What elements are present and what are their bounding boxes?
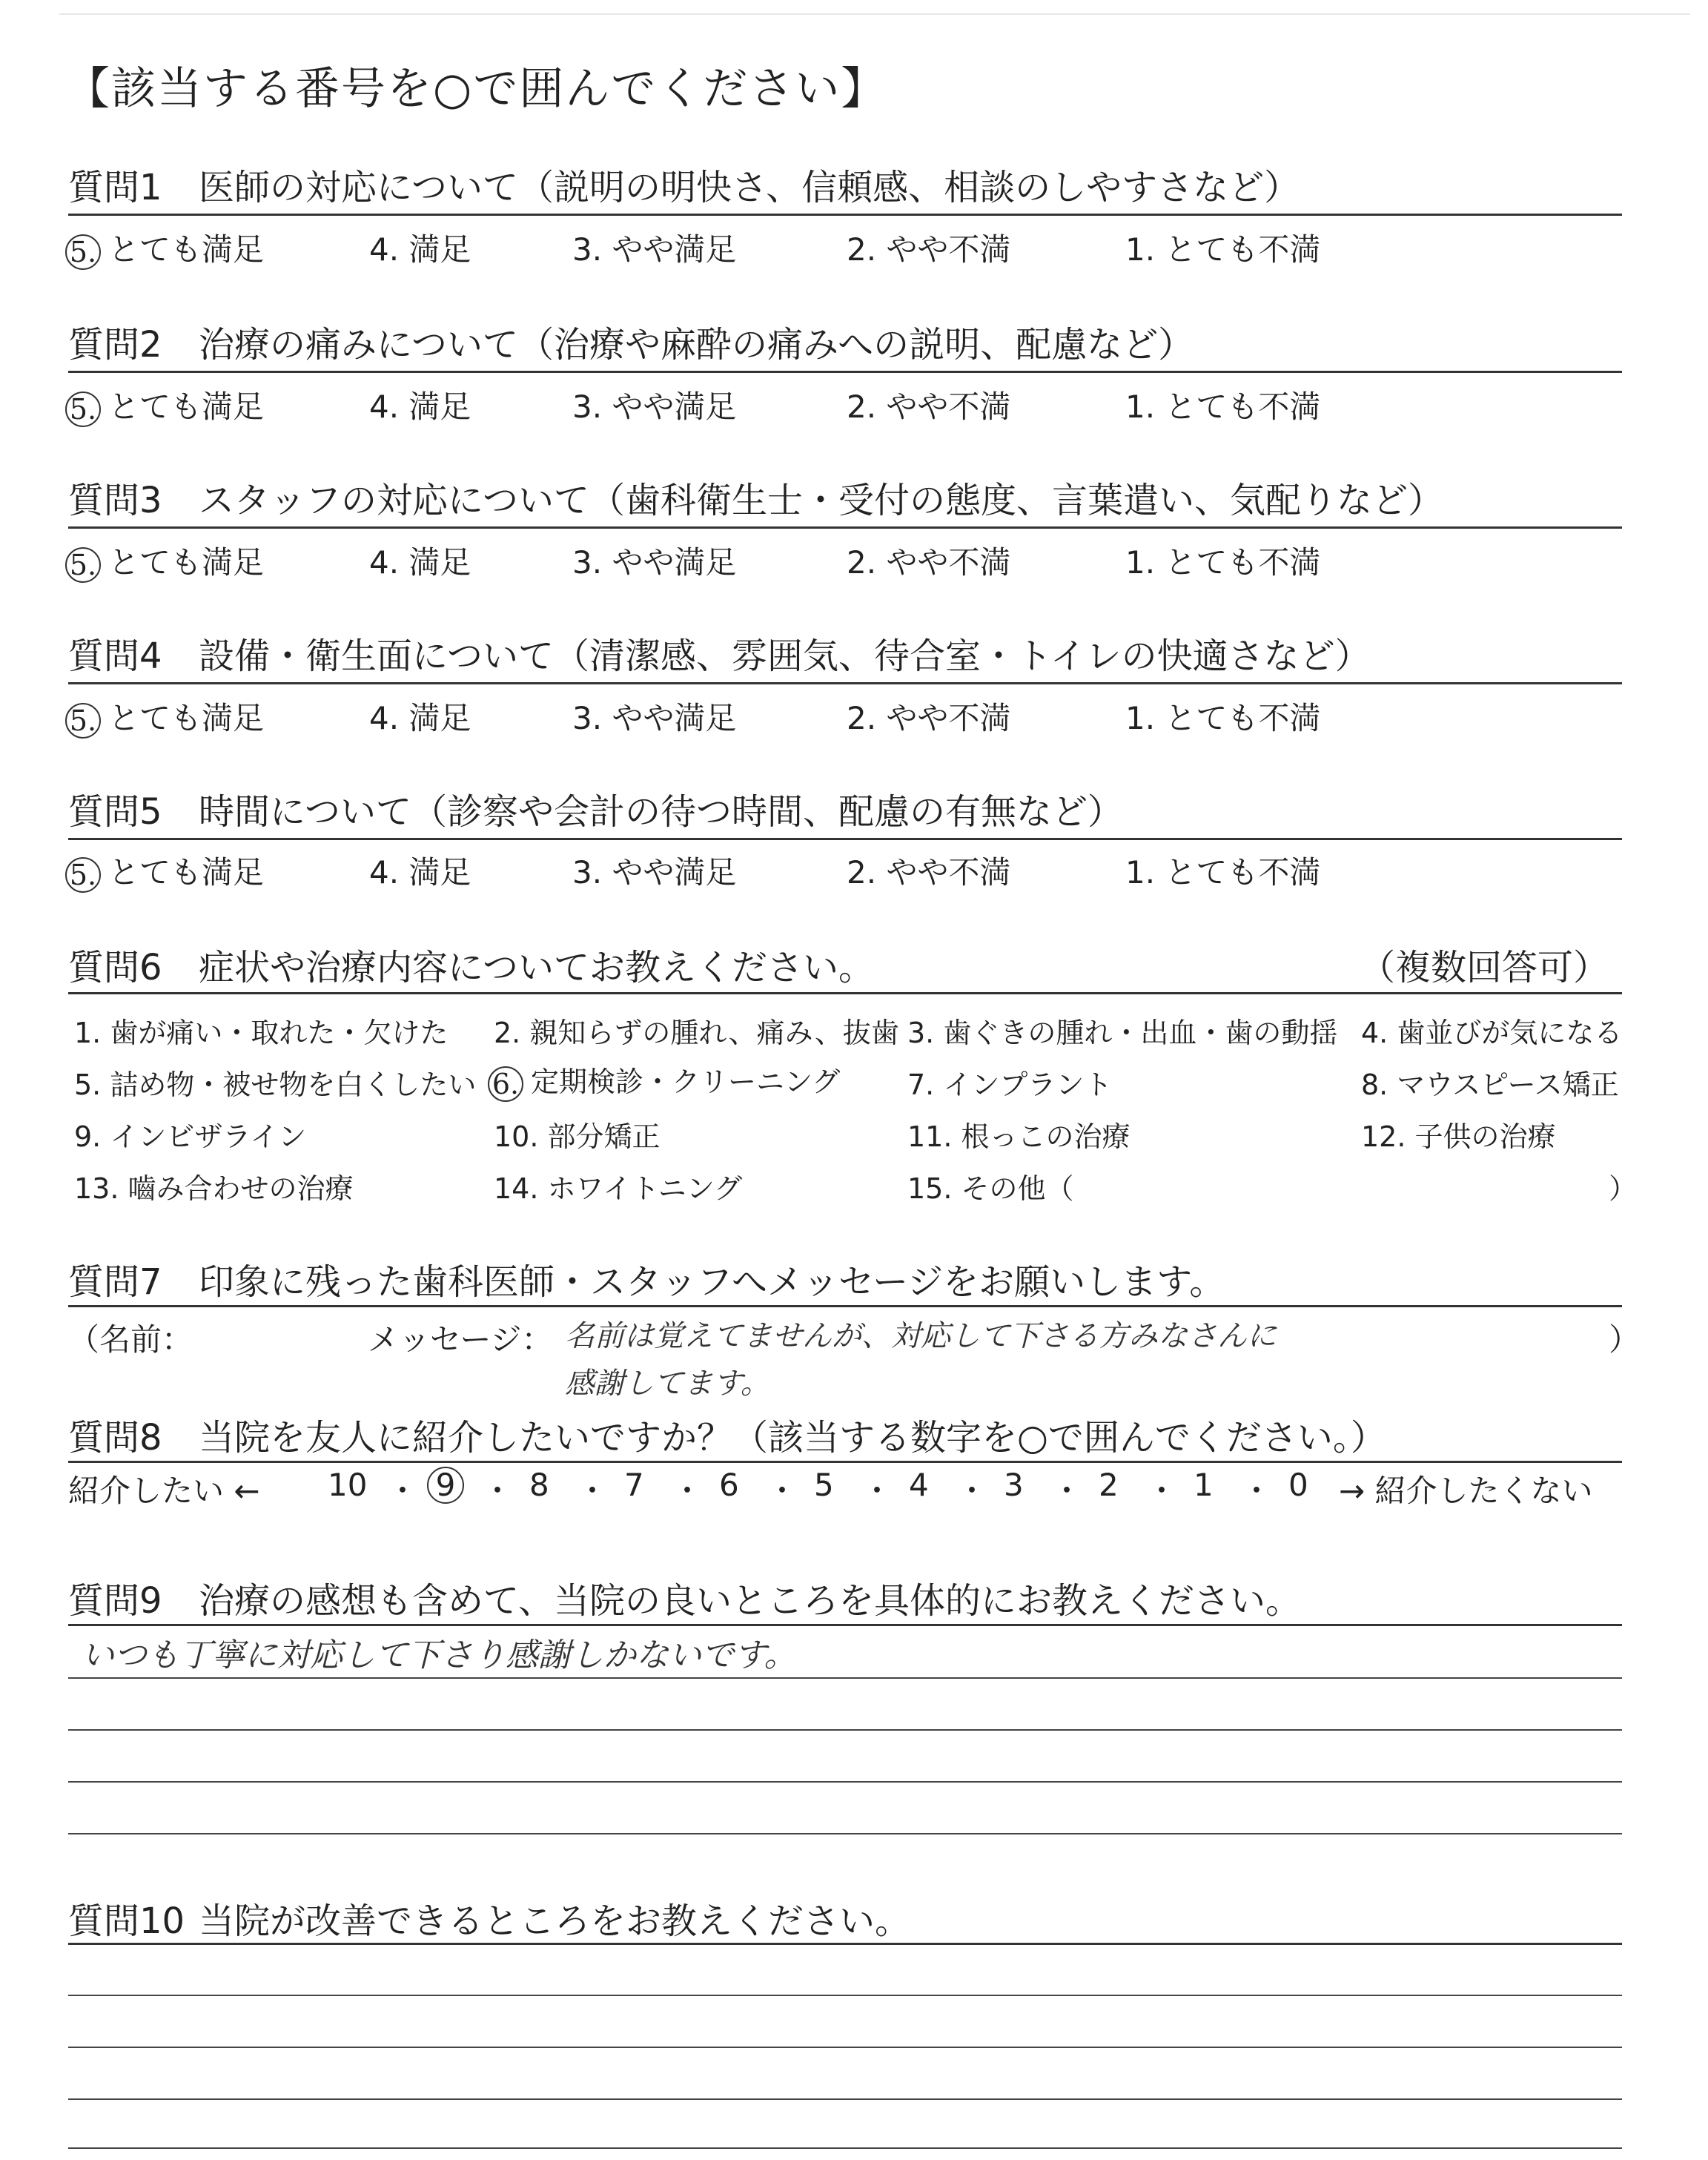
q8-number: 質問8 (68, 1417, 162, 1459)
q8-score-10[interactable]: 10 (328, 1467, 368, 1503)
q2-option-2[interactable]: 2. やや不満 (847, 389, 1011, 425)
q2-heading (68, 316, 1194, 367)
q8-sep: ・ (577, 1473, 609, 1509)
q6-choice-4[interactable]: 4. 歯並びが気になる (1361, 1017, 1623, 1049)
form-title: 【該当する番号を○で囲んでください】 (65, 63, 887, 115)
q6-rule (68, 992, 1622, 994)
q6-choice-12[interactable]: 12. 子供の治療 (1361, 1120, 1556, 1153)
q8-sep: ・ (1146, 1473, 1178, 1509)
q8-rule (68, 1461, 1622, 1463)
q4-text: 設備・衛生面について（清潔感、雰囲気、待合室・トイレの快適さなど） (199, 635, 1371, 677)
q6-text: 症状や治療内容についてお教えください。 (199, 947, 875, 988)
q8-sep: ・ (861, 1473, 893, 1509)
q6-multiple-note: （複数回答可） (1360, 947, 1609, 988)
q9-rule (68, 1624, 1622, 1626)
q9-answer-line[interactable] (68, 1833, 1622, 1834)
q8-heading (68, 1409, 1386, 1460)
q10-answer-line[interactable] (68, 2147, 1622, 2149)
q1-selected-circle: 5. (65, 234, 101, 270)
q10-number: 質問10 (68, 1900, 185, 1942)
q8-score-1[interactable]: 1 (1194, 1467, 1214, 1503)
q3-text: スタッフの対応について（歯科衛生士・受付の態度、言葉遣い、気配りなど） (199, 480, 1444, 521)
q5-rule (68, 838, 1622, 840)
q5-option-5[interactable]: 5. とても満足 (65, 848, 264, 893)
q9-answer-line[interactable] (68, 1781, 1622, 1783)
q6-choice-1[interactable]: 1. 歯が痛い・取れた・欠けた (74, 1017, 448, 1049)
q6-choice-7[interactable]: 7. インプラント (907, 1069, 1113, 1101)
q6-choice-2[interactable]: 2. 親知らずの腫れ、痛み、抜歯 (494, 1017, 899, 1049)
q8-score-0[interactable]: 0 (1288, 1467, 1308, 1503)
q5-selected-circle: 5. (65, 857, 101, 893)
q6-choice-15[interactable]: 15. その他（ (907, 1172, 1074, 1205)
q10-answer-line[interactable] (68, 1995, 1622, 1996)
q7-text: 印象に残った歯科医師・スタッフへメッセージをお願いします。 (199, 1261, 1225, 1303)
q8-score-3[interactable]: 3 (1004, 1467, 1024, 1503)
q9-number: 質問9 (68, 1580, 162, 1622)
q8-score-9[interactable] (436, 1467, 464, 1504)
q3-option-5[interactable]: 5. とても満足 (65, 538, 264, 583)
q2-number: 質問2 (68, 324, 162, 366)
q8-score-7[interactable]: 7 (624, 1467, 644, 1503)
q4-rule (68, 682, 1622, 684)
q9-heading (68, 1572, 1301, 1623)
top-edge-line (59, 13, 1690, 15)
q6-heading (68, 939, 874, 990)
q8-sep: ・ (482, 1473, 514, 1509)
q6-choice-11[interactable]: 11. 根っこの治療 (907, 1120, 1131, 1153)
q8-left-label: 紹介したい ← (68, 1473, 260, 1509)
q8-sep: ・ (1241, 1473, 1273, 1509)
q2-option-4[interactable]: 4. 満足 (369, 389, 471, 425)
q3-rule (68, 526, 1622, 529)
q8-sep: ・ (672, 1473, 704, 1509)
q2-rule (68, 371, 1622, 373)
q4-heading (68, 627, 1371, 678)
q3-option-4[interactable]: 4. 満足 (369, 544, 471, 581)
q9-handwritten-answer: いつも丁寧に対応して下さり感謝しかないです。 (82, 1636, 797, 1674)
q6-choice-15-close: ） (1609, 1172, 1638, 1205)
q7-message-label: メッセージ： (368, 1321, 553, 1358)
q7-handwritten-message-line2: 感謝してます。 (565, 1367, 770, 1401)
q4-option-3[interactable]: 3. やや満足 (572, 700, 737, 736)
q1-number: 質問1 (68, 167, 162, 208)
q1-rule (68, 214, 1622, 216)
q4-option-1[interactable]: 1. とても不満 (1125, 700, 1321, 736)
q4-number: 質問4 (68, 635, 162, 677)
q8-sep: ・ (387, 1473, 419, 1509)
q9-text: 治療の感想も含めて、当院の良いところを具体的にお教えください。 (199, 1580, 1302, 1622)
q10-text: 当院が改善できるところをお教えください。 (199, 1900, 911, 1942)
q6-choice-3[interactable]: 3. 歯ぐきの腫れ・出血・歯の動揺 (907, 1017, 1338, 1049)
q8-score-2[interactable]: 2 (1099, 1467, 1119, 1503)
q7-name-label: （名前： (68, 1321, 193, 1358)
q8-sep: ・ (956, 1473, 988, 1509)
q5-option-2[interactable]: 2. やや不満 (847, 854, 1011, 891)
q5-option-4[interactable]: 4. 満足 (369, 854, 471, 891)
q1-option-2[interactable]: 2. やや不満 (847, 231, 1011, 268)
q4-option-2[interactable]: 2. やや不満 (847, 700, 1011, 736)
q6-choice-6[interactable]: 6. 定期検診・クリーニング (488, 1059, 840, 1102)
q6-choice-8[interactable]: 8. マウスピース矯正 (1361, 1069, 1619, 1101)
q2-option-1[interactable]: 1. とても不満 (1125, 389, 1321, 425)
q3-heading (68, 472, 1443, 523)
q2-option-3[interactable]: 3. やや満足 (572, 389, 737, 425)
q1-heading (68, 159, 1300, 210)
q8-score-6[interactable]: 6 (719, 1467, 739, 1503)
q8-sep: ・ (767, 1473, 798, 1509)
q10-answer-line[interactable] (68, 2047, 1622, 2048)
q6-choice-14[interactable]: 14. ホワイトニング (494, 1172, 743, 1205)
q7-rule (68, 1305, 1622, 1307)
q1-option-4[interactable]: 4. 満足 (369, 231, 471, 268)
q5-heading (68, 783, 1123, 834)
q8-scale (68, 1467, 1622, 1511)
q5-number: 質問5 (68, 791, 162, 833)
q8-right-label: → 紹介したくない (1339, 1473, 1593, 1509)
q7-handwritten-message-line1: 名前は覚えてませんが、対応して下さる方みなさんに (565, 1319, 1277, 1353)
q9-answer-line[interactable] (68, 1677, 1622, 1679)
q1-text: 医師の対応について（説明の明快さ、信頼感、相談のしやすさなど） (199, 167, 1300, 208)
q2-option-5[interactable]: 5. とても満足 (65, 383, 264, 427)
q7-close-paren: ） (1609, 1321, 1641, 1358)
q1-option-3[interactable]: 3. やや満足 (572, 231, 737, 268)
q5-option-1[interactable]: 1. とても不満 (1125, 854, 1321, 891)
q3-number: 質問3 (68, 480, 162, 521)
q6-choice-13[interactable]: 13. 嚙み合わせの治療 (74, 1172, 354, 1205)
q10-heading (68, 1892, 910, 1943)
q8-text: 当院を友人に紹介したいですか？（該当する数字を○で囲んでください。） (199, 1417, 1386, 1459)
q2-selected-circle: 5. (65, 392, 101, 427)
q5-option-3[interactable]: 3. やや満足 (572, 854, 737, 891)
q1-option-1[interactable]: 1. とても不満 (1125, 231, 1321, 268)
q3-option-3[interactable]: 3. やや満足 (572, 544, 737, 581)
q7-number: 質問7 (68, 1261, 162, 1303)
q8-sep: ・ (1051, 1473, 1083, 1509)
q10-rule (68, 1943, 1622, 1945)
q6-selected-circle: 6. (488, 1066, 523, 1102)
q6-choice-5[interactable]: 5. 詰め物・被せ物を白くしたい (74, 1069, 477, 1101)
q4-selected-circle: 5. (65, 703, 101, 739)
q3-selected-circle: 5. (65, 547, 101, 583)
q8-score-5[interactable]: 5 (814, 1467, 834, 1503)
q8-selected-circle: 9 (427, 1467, 464, 1504)
q9-answer-line[interactable] (68, 1729, 1622, 1731)
q3-option-1[interactable]: 1. とても不満 (1125, 544, 1321, 581)
q8-score-8[interactable]: 8 (529, 1467, 549, 1503)
q8-score-4[interactable]: 4 (909, 1467, 929, 1503)
q5-text: 時間について（診察や会計の待つ時間、配慮の有無など） (199, 791, 1124, 833)
q6-choice-10[interactable]: 10. 部分矯正 (494, 1120, 661, 1153)
q2-text: 治療の痛みについて（治療や麻酔の痛みへの説明、配慮など） (199, 324, 1194, 366)
q4-option-5[interactable]: 5. とても満足 (65, 694, 264, 739)
q1-option-5[interactable]: 5. とても満足 (65, 225, 264, 270)
q10-answer-line[interactable] (68, 2098, 1622, 2100)
q4-option-4[interactable]: 4. 満足 (369, 700, 471, 736)
q3-option-2[interactable]: 2. やや不満 (847, 544, 1011, 581)
q7-heading (68, 1253, 1225, 1304)
q6-choice-9[interactable]: 9. インビザライン (74, 1120, 307, 1153)
q6-number: 質問6 (68, 947, 162, 988)
